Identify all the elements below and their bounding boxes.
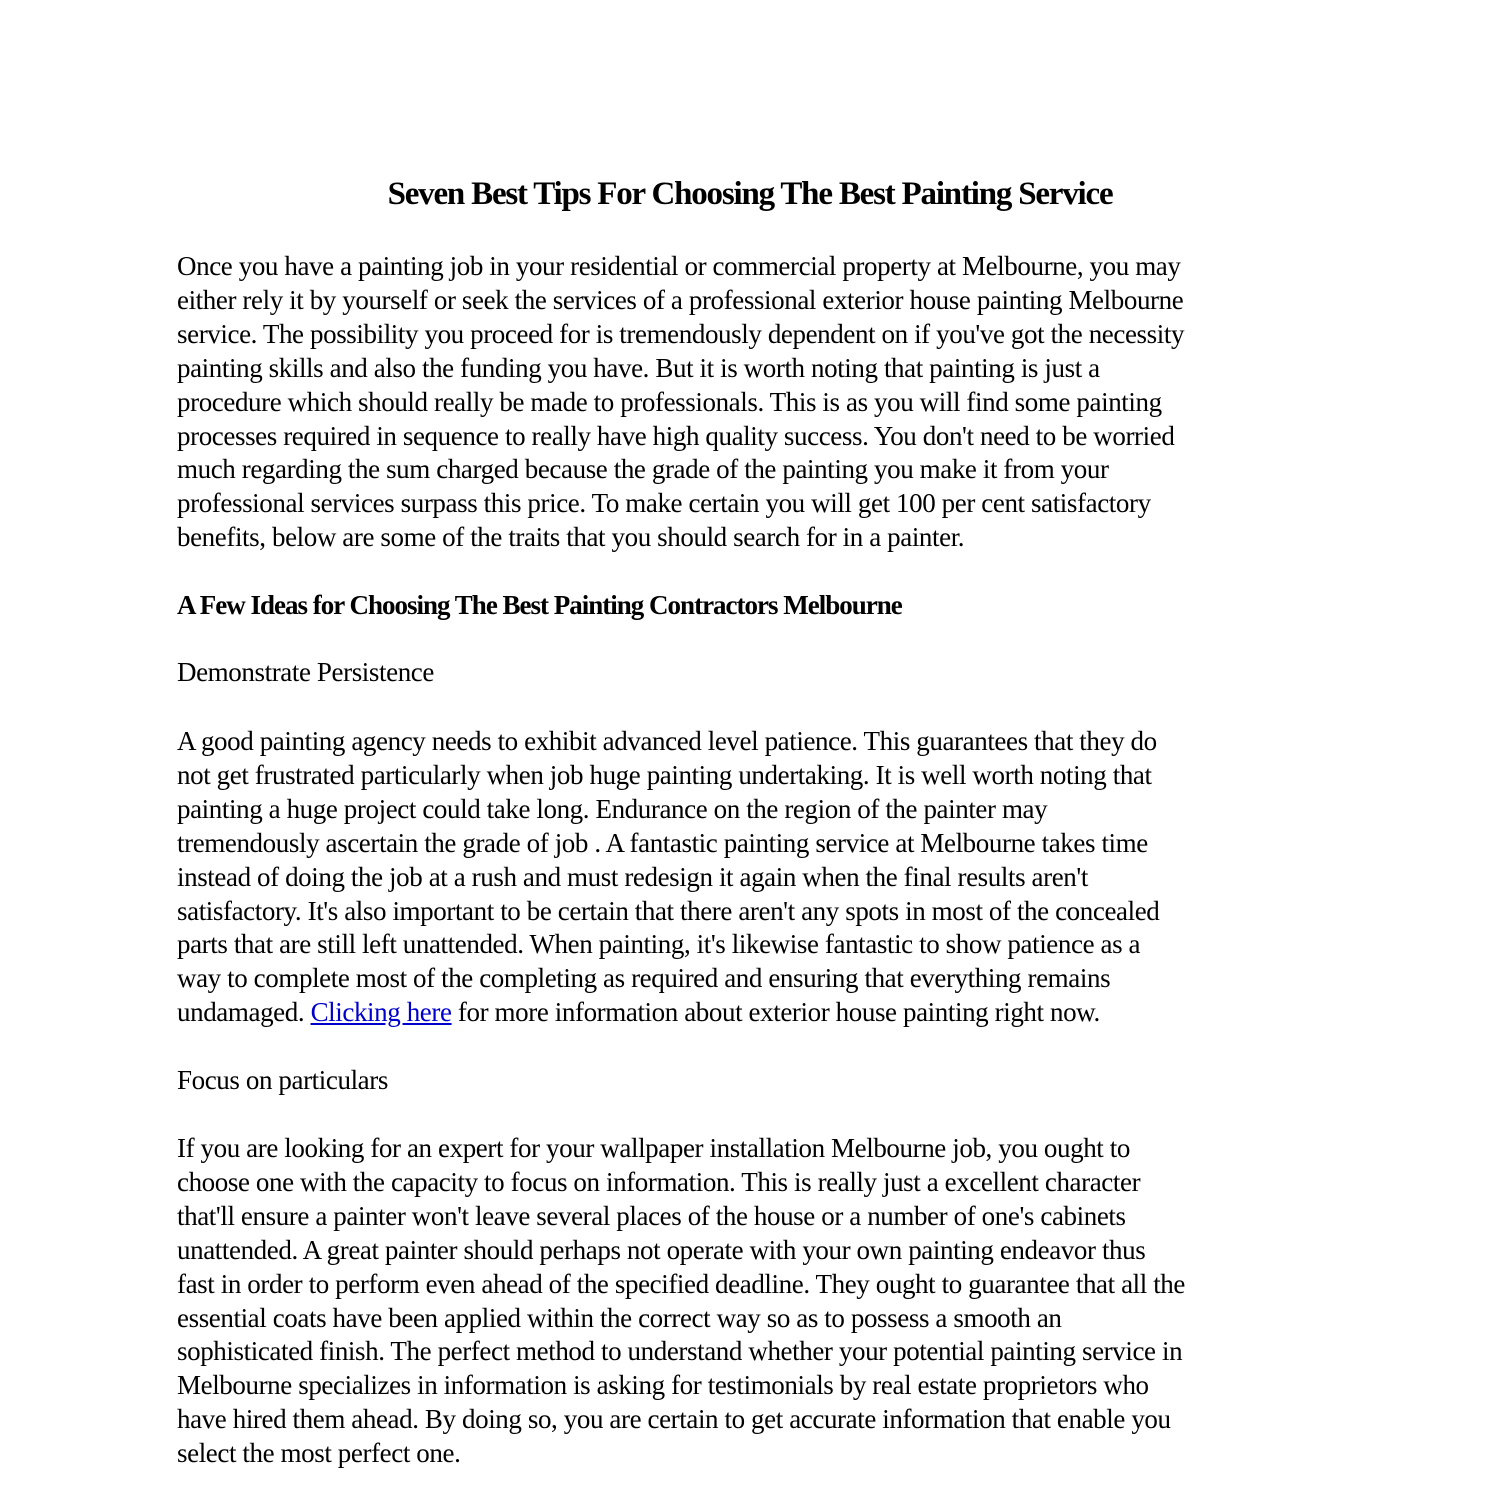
text-line: service. The possibility you proceed for is tremendously dependent on if you've got the necessity <box>177 318 1185 349</box>
text-line: Melbourne specializes in information is asking for testimonials by real estate proprietors who <box>177 1370 1149 1401</box>
text-line: parts that are still left unattended. When painting, it's likewise fantastic to show patience as a <box>177 929 1141 960</box>
text-line: A good painting agency needs to exhibit advanced level patience. This guarantees that they do <box>177 726 1157 756</box>
text-line: not get frustrated particularly when job huge painting undertaking. It is well worth noting that <box>177 759 1152 790</box>
clicking-here-link[interactable]: Clicking here <box>310 997 452 1028</box>
section2-paragraph <box>177 1132 1185 1471</box>
text-line: have hired them ahead. By doing so, you are certain to get accurate information that enable you <box>177 1404 1171 1435</box>
text-line: choose one with the capacity to focus on information. This is really just a excellent character <box>177 1166 1141 1197</box>
text-line: instead of doing the job at a rush and must redesign it again when the final results aren't <box>177 861 1088 892</box>
text-line: essential coats have been applied within the correct way so as to possess a smooth an <box>177 1302 1062 1333</box>
text-line: painting a huge project could take long. Endurance on the region of the painter may <box>177 793 1048 824</box>
document-title: Seven Best Tips For Choosing The Best Painting Service <box>387 176 1113 212</box>
text-line: painting skills and also the funding you have. But it is worth noting that painting is just a <box>177 352 1100 383</box>
text-fragment: for more information about exterior house painting right now. <box>451 997 1100 1028</box>
text-line: way to complete most of the completing as required and ensuring that everything remains <box>177 963 1111 994</box>
section1-title: Demonstrate Persistence <box>177 657 434 687</box>
text-line: that'll ensure a painter won't leave several places of the house or a number of one's cabinets <box>177 1200 1126 1231</box>
text-line: benefits, below are some of the traits that you should search for in a painter. <box>177 522 965 553</box>
text-fragment: undamaged. <box>177 997 311 1028</box>
text-line: fast in order to perform even ahead of the specified deadline. They ought to guarantee that all the <box>177 1268 1185 1299</box>
text-line: satisfactory. It's also important to be certain that there aren't any spots in most of the concealed <box>177 895 1160 926</box>
section2-title: Focus on particulars <box>177 1065 388 1095</box>
text-line: tremendously ascertain the grade of job . A fantastic painting service at Melbourne takes time <box>177 827 1148 858</box>
text-line: either rely it by yourself or seek the services of a professional exterior house painting Melbourne <box>177 284 1184 315</box>
section1-paragraph <box>177 725 1159 1030</box>
text-line: procedure which should really be made to professionals. This is as you will find some painting <box>177 386 1162 417</box>
text-line: processes required in sequence to really have high quality success. You don't need to be worried <box>177 420 1175 451</box>
subheading: A Few Ideas for Choosing The Best Painting Contractors Melbourne <box>177 590 902 620</box>
text-line: sophisticated finish. The perfect method to understand whether your potential painting service in <box>177 1336 1183 1367</box>
text-line: professional services surpass this price. To make certain you will get 100 per cent satisfactory <box>177 488 1151 519</box>
text-line <box>177 996 1159 1030</box>
text-line: select the most perfect one. <box>177 1438 461 1469</box>
text-line: unattended. A great painter should perhaps not operate with your own painting endeavor thus <box>177 1234 1146 1265</box>
text-line: Once you have a painting job in your residential or commercial property at Melbourne, you may <box>177 251 1181 281</box>
text-line: much regarding the sum charged because the grade of the painting you make it from your <box>177 454 1109 485</box>
intro-paragraph <box>177 250 1184 555</box>
text-line: If you are looking for an expert for your wallpaper installation Melbourne job, you ought to <box>177 1133 1130 1163</box>
